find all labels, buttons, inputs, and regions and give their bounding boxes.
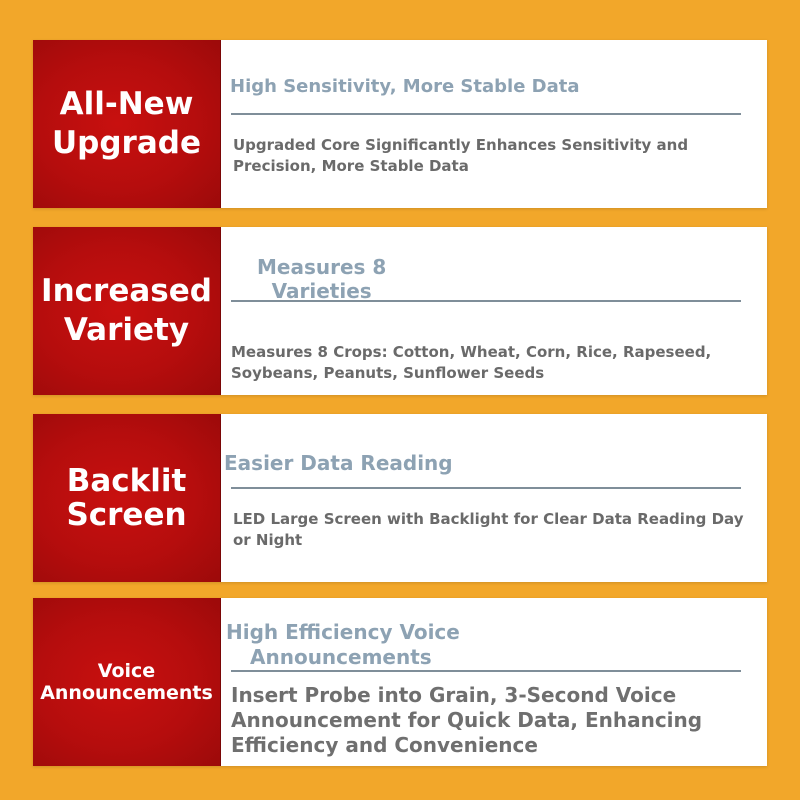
feature-description: Insert Probe into Grain, 3-Second Voice Announcement for Quick Data, Enhancing Efficiency and Convenience	[231, 683, 703, 757]
subtitle-line: Measures 8	[257, 255, 387, 279]
feature-subtitle	[257, 255, 386, 303]
subtitle-line: Varieties	[271, 279, 372, 303]
feature-description: Upgraded Core Significantly Enhances Sensitivity and Precision, More Stable Data	[233, 136, 689, 175]
divider-line	[231, 670, 741, 672]
feature-card-voice	[33, 598, 767, 766]
badge-line: Backlit	[66, 463, 187, 499]
badge-line: Variety	[63, 312, 190, 348]
badge-line: Announcements	[40, 682, 213, 704]
badge-line: Increased	[41, 273, 212, 309]
feature-subtitle	[224, 451, 453, 475]
badge-line: All-New	[59, 86, 194, 122]
feature-badge	[33, 227, 221, 395]
feature-panel	[221, 598, 767, 766]
feature-card-upgrade	[33, 40, 767, 208]
badge-line: Upgrade	[52, 125, 201, 161]
divider-line	[231, 300, 741, 302]
badge-line: Voice	[97, 660, 156, 682]
divider-line	[231, 113, 741, 115]
feature-panel	[221, 40, 767, 208]
divider-line	[231, 487, 741, 489]
subtitle-line: High Sensitivity, More Stable Data	[230, 76, 580, 97]
feature-badge	[33, 598, 221, 766]
feature-badge	[33, 40, 221, 208]
badge-line: Screen	[66, 497, 187, 533]
feature-card-backlit	[33, 414, 767, 582]
subtitle-line: Easier Data Reading	[224, 451, 453, 475]
feature-panel	[221, 227, 767, 395]
feature-badge	[33, 414, 221, 582]
subtitle-line: Announcements	[250, 645, 432, 669]
feature-subtitle	[230, 76, 580, 97]
subtitle-line: High Efficiency Voice	[226, 620, 460, 644]
feature-card-variety	[33, 227, 767, 395]
feature-panel	[221, 414, 767, 582]
feature-description: Measures 8 Crops: Cotton, Wheat, Corn, Rice, Rapeseed, Soybeans, Peanuts, Sunflower Seeds	[231, 343, 712, 382]
feature-description: LED Large Screen with Backlight for Clear Data Reading Day or Night	[233, 510, 744, 549]
feature-subtitle	[226, 620, 460, 670]
